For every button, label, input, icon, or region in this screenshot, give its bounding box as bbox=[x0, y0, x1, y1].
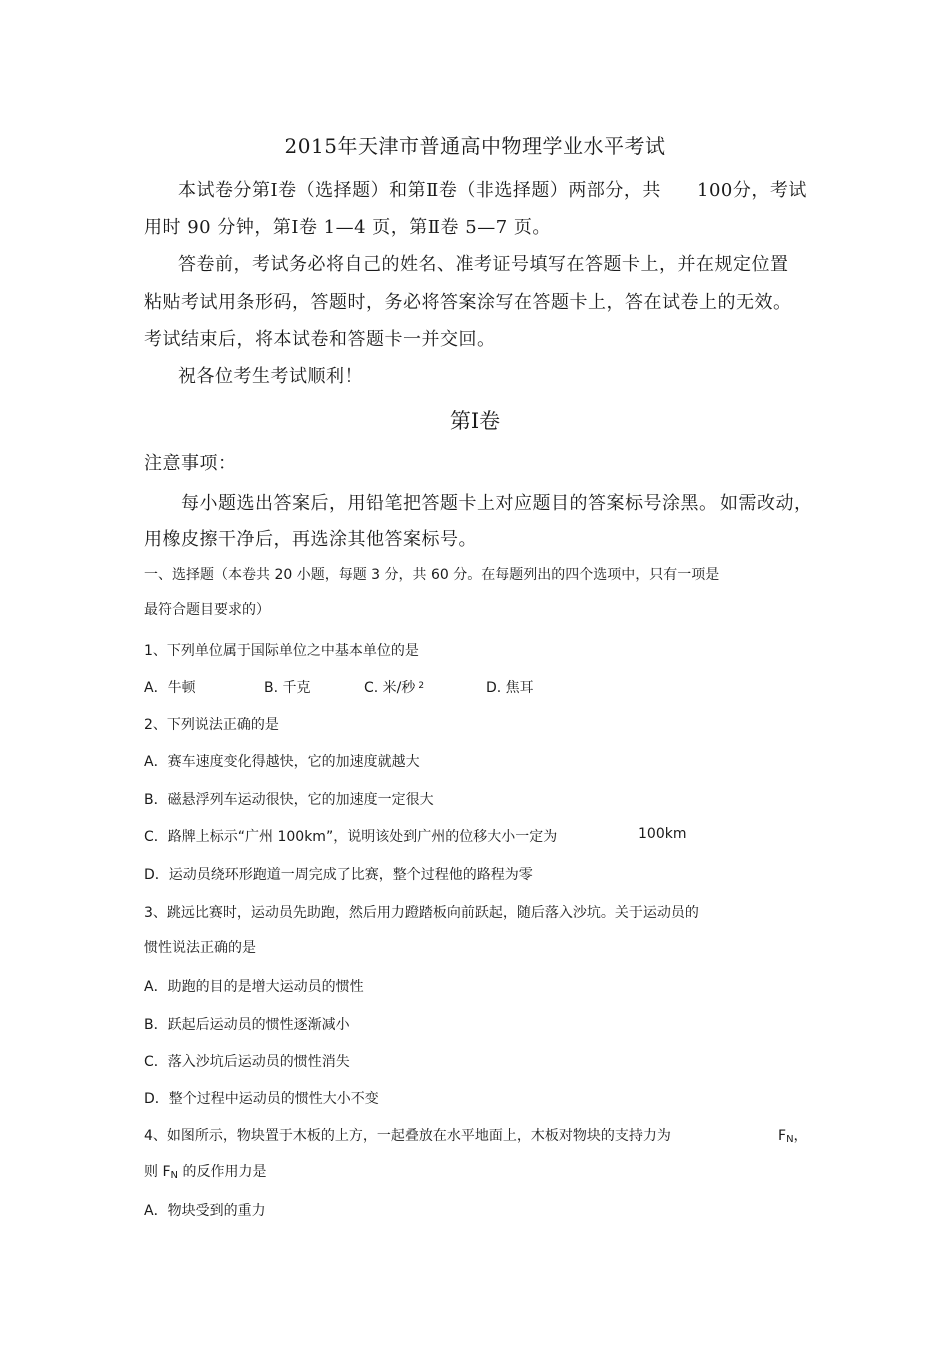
question-3-stem-line-2: 惯性说法正确的是 bbox=[144, 940, 256, 956]
question-3-option-c: C．落入沙坑后运动员的惯性消失 bbox=[144, 1054, 350, 1070]
question-4-option-a: A．物块受到的重力 bbox=[144, 1203, 266, 1219]
notice-line-1-end: 如需改动， bbox=[720, 493, 813, 514]
question-3-option-b: B．跃起后运动员的惯性逐渐减小 bbox=[144, 1017, 350, 1033]
question-4-force-symbol bbox=[778, 1125, 808, 1145]
question-2-option-b: B．磁悬浮列车运动很快，它的加速度一定很大 bbox=[144, 792, 434, 808]
intro-line-1-score: 100分，考试 bbox=[697, 180, 807, 201]
intro-line-5: 考试结束后，将本试卷和答题卡一并交回。 bbox=[144, 329, 496, 350]
q4-line2-pre: 则 F bbox=[144, 1164, 171, 1180]
intro-line-1: 本试卷分第Ⅰ卷（选择题）和第Ⅱ卷（非选择题）两部分，共 bbox=[178, 180, 661, 201]
question-4-stem-line-1: 4、如图所示，物块置于木板的上方，一起叠放在水平地面上，木板对物块的支持力为 bbox=[144, 1128, 671, 1144]
intro-line-6: 祝各位考生考试顺利！ bbox=[178, 366, 363, 387]
notice-label: 注意事项： bbox=[144, 453, 237, 474]
question-3-stem-line-1: 3、跳远比赛时，运动员先助跑，然后用力蹬踏板向前跃起，随后落入沙坑。关于运动员的 bbox=[144, 905, 699, 921]
question-2-option-a: A．赛车速度变化得越快，它的加速度就越大 bbox=[144, 754, 420, 770]
question-2-option-d: D．运动员绕环形跑道一周完成了比赛，整个过程他的路程为零 bbox=[144, 867, 533, 883]
question-2-option-c: C．路牌上标示“广州 100km”，说明该处到广州的位移大小一定为 bbox=[144, 829, 558, 845]
question-2-option-c-value: 100km bbox=[638, 826, 687, 842]
fn-comma: ， bbox=[793, 1128, 808, 1144]
q4-line2-post: 的反作用力是 bbox=[178, 1164, 267, 1180]
intro-line-2: 用时 90 分钟，第Ⅰ卷 1—4 页，第Ⅱ卷 5—7 页。 bbox=[144, 217, 551, 238]
question-4-stem-line-2 bbox=[144, 1161, 266, 1181]
part-instruction-line-2: 最符合题目要求的） bbox=[144, 602, 270, 618]
question-1-option-c-text: C. 米/秒 bbox=[364, 680, 416, 696]
question-1-stem: 1、下列单位属于国际单位之中基本单位的是 bbox=[144, 643, 419, 659]
question-3-option-d: D．整个过程中运动员的惯性大小不变 bbox=[144, 1091, 379, 1107]
question-1-option-d: D. 焦耳 bbox=[486, 680, 534, 696]
intro-line-3: 答卷前，考试务必将自己的姓名、准考证号填写在答题卡上，并在规定位置 bbox=[178, 254, 789, 275]
question-1-option-a: A．牛顿 bbox=[144, 680, 196, 696]
notice-line-1: 每小题选出答案后，用铅笔把答题卡上对应题目的答案标号涂黑。 bbox=[181, 493, 718, 514]
notice-line-2: 用橡皮擦干净后，再选涂其他答案标号。 bbox=[144, 529, 477, 550]
question-1-option-c-superscript: 2 bbox=[418, 681, 425, 691]
exam-title: 2015年天津市普通高中物理学业水平考试 bbox=[284, 134, 666, 158]
question-1-option-b: B. 千克 bbox=[264, 680, 311, 696]
question-2-stem: 2、下列说法正确的是 bbox=[144, 717, 279, 733]
section-title: 第Ⅰ卷 bbox=[449, 409, 501, 433]
fn-main: F bbox=[778, 1128, 787, 1144]
fn-subscript: N bbox=[786, 1134, 794, 1145]
intro-line-4: 粘贴考试用条形码，答题时，务必将答案涂写在答题卡上，答在试卷上的无效。 bbox=[144, 292, 792, 313]
question-1-option-c bbox=[364, 677, 424, 697]
question-3-option-a: A．助跑的目的是增大运动员的惯性 bbox=[144, 979, 364, 995]
part-instruction-line-1: 一、选择题（本卷共 20 小题，每题 3 分，共 60 分。在每题列出的四个选项中，只有一项是 bbox=[144, 567, 720, 583]
q4-line2-subscript: N bbox=[170, 1170, 178, 1181]
